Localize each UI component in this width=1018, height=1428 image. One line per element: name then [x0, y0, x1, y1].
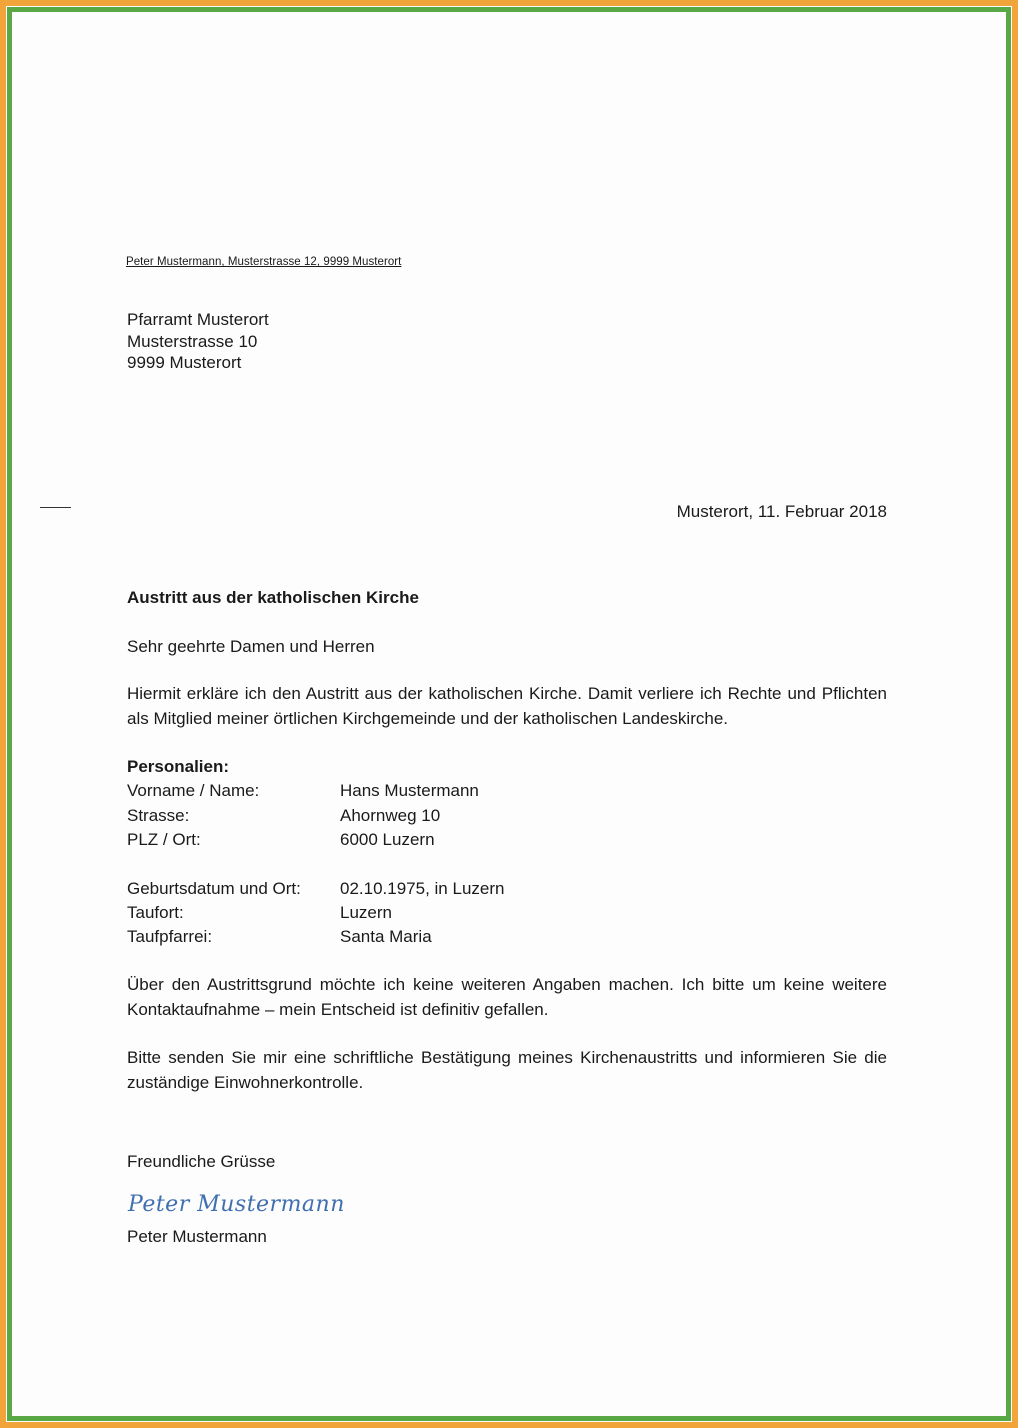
recipient-address [127, 309, 269, 374]
personal-label: Taufort: [127, 903, 184, 922]
letter-subject: Austritt aus der katholischen Kirche [127, 588, 419, 607]
letter-date: Musterort, 11. Februar 2018 [676, 502, 887, 521]
fold-mark [40, 507, 71, 508]
personal-label: PLZ / Ort: [127, 830, 201, 849]
personal-label: Geburtsdatum und Ort: [127, 879, 301, 898]
sender-address-line: Peter Mustermann, Musterstrasse 12, 9999 Musterort [126, 256, 402, 268]
paragraph-request: Bitte senden Sie mir eine schriftliche Bestätigung meines Kirchenaustritts und informieren Sie die zuständige Einwohnerkontrolle. [127, 1048, 887, 1092]
closing-phrase: Freundliche Grüsse [127, 1152, 276, 1171]
signer-name: Peter Mustermann [127, 1227, 267, 1246]
personal-label: Taufpfarrei: [127, 927, 213, 946]
paragraph-reason: Über den Austrittsgrund möchte ich keine weiteren Angaben machen. Ich bitte um keine weitere Kontaktaufnahme – mein Entscheid ist definitiv gefallen. [127, 975, 887, 1019]
recipient-line-1: Pfarramt Musterort [127, 310, 269, 329]
personal-value: 6000 Luzern [340, 830, 435, 849]
personal-label: Strasse: [127, 806, 190, 825]
personal-value: 02.10.1975, in Luzern [340, 879, 505, 898]
personal-value: Hans Mustermann [340, 781, 479, 800]
recipient-line-3: 9999 Musterort [127, 353, 242, 372]
personal-label: Vorname / Name: [127, 781, 260, 800]
handwritten-signature: Peter Mustermann [128, 1192, 345, 1217]
personal-value: Ahornweg 10 [340, 806, 441, 825]
personal-details-heading: Personalien: [127, 757, 230, 776]
salutation: Sehr geehrte Damen und Herren [127, 637, 375, 656]
personal-value: Santa Maria [340, 927, 432, 946]
letter-page [12, 12, 1006, 1416]
personal-value: Luzern [340, 903, 392, 922]
recipient-line-2: Musterstrasse 10 [127, 331, 258, 351]
paragraph-intro: Hiermit erkläre ich den Austritt aus der katholischen Kirche. Damit verliere ich Rechte und Pflichten als Mitglied meiner örtlichen Kirchgemeinde und der katholischen Landeskirche. [127, 684, 887, 728]
